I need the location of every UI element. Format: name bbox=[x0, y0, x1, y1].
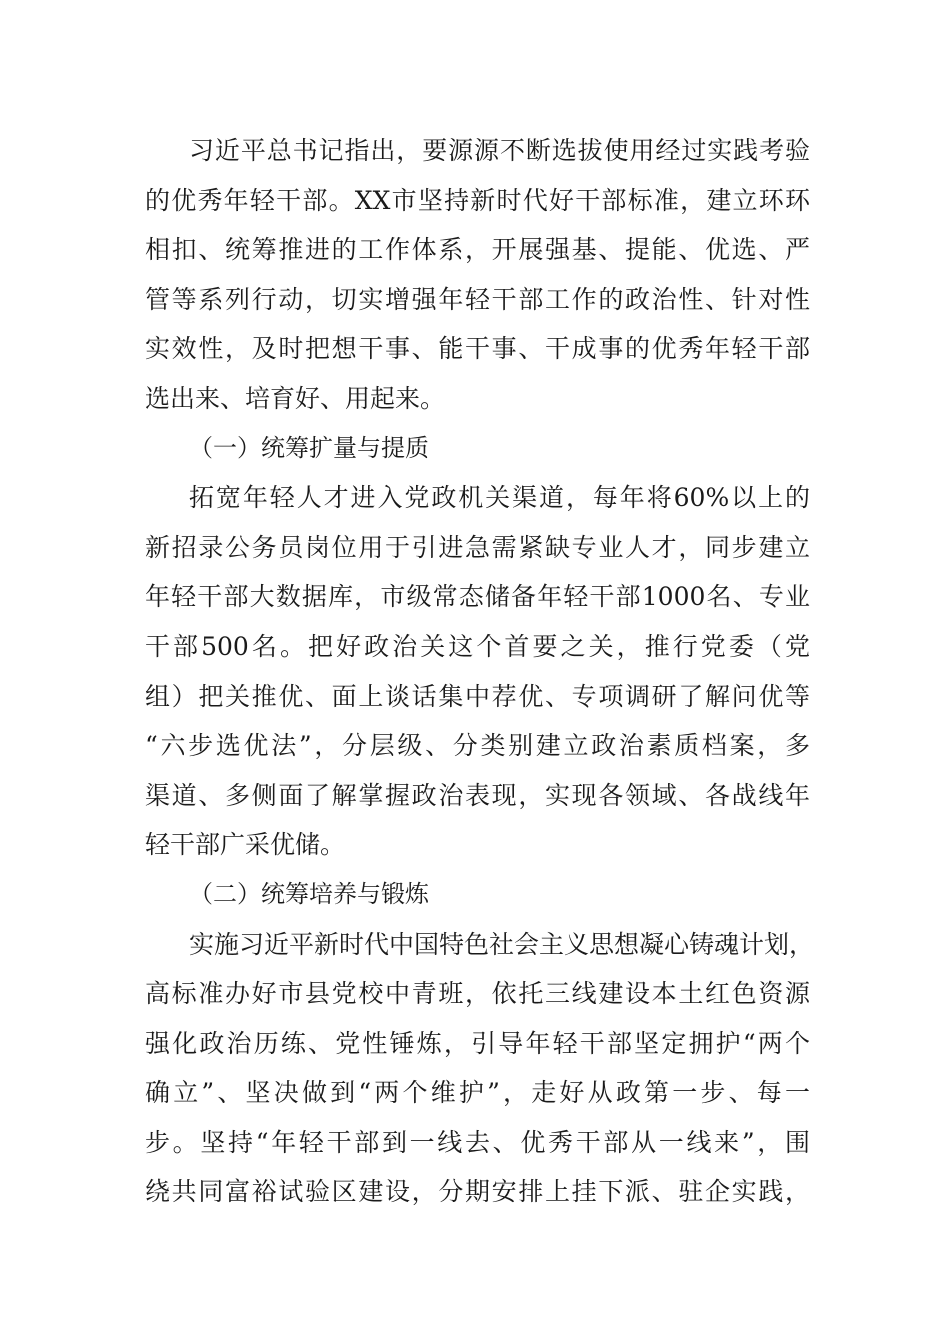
paragraph-line: 渠道、多侧面了解掌握政治表现，实现各领域、各战线年 bbox=[145, 780, 810, 810]
paragraph-line: 拓宽年轻人才进入党政机关渠道，每年将60%以上的 bbox=[189, 483, 810, 513]
paragraph-line: 选出来、培育好、用起来。 bbox=[145, 383, 446, 413]
paragraph-line: 习近平总书记指出，要源源不断选拔使用经过实践考验 bbox=[189, 136, 810, 165]
section-heading-1: （一）统筹扩量与提质 bbox=[189, 433, 429, 462]
paragraph-line: 实效性，及时把想干事、能干事、干成事的优秀年轻干部 bbox=[145, 334, 810, 364]
paragraph-line: “六步选优法”，分层级、分类别建立政治素质档案，多 bbox=[145, 731, 810, 761]
paragraph-line: 绕共同富裕试验区建设，分期安排上挂下派、驻企实践， bbox=[145, 1177, 810, 1207]
section-heading-2: （二）统筹培养与锻炼 bbox=[189, 879, 429, 908]
paragraph-1 bbox=[145, 126, 810, 424]
paragraph-line: 管等系列行动，切实增强年轻干部工作的政治性、针对性 bbox=[145, 284, 810, 314]
paragraph-line: 高标准办好市县党校中青班，依托三线建设本土红色资源 bbox=[145, 979, 810, 1009]
document-body bbox=[145, 126, 815, 1217]
paragraph-line: 新招录公务员岗位用于引进急需紧缺专业人才，同步建立 bbox=[145, 532, 810, 562]
paragraph-line: 相扣、统筹推进的工作体系，开展强基、提能、优选、严 bbox=[145, 235, 810, 265]
paragraph-line: 年轻干部大数据库，市级常态储备年轻干部1000名、专业 bbox=[145, 582, 810, 612]
paragraph-line: 的优秀年轻干部。XX市坚持新时代好干部标准，建立环环 bbox=[145, 185, 810, 215]
paragraph-line: 干部500名。把好政治关这个首要之关，推行党委（党 bbox=[145, 631, 810, 661]
paragraph-line: 确立”、坚决做到“两个维护”，走好从政第一步、每一 bbox=[145, 1078, 810, 1108]
paragraph-line: 组）把关推优、面上谈话集中荐优、专项调研了解问优等 bbox=[145, 681, 810, 711]
paragraph-line: 实施习近平新时代中国特色社会主义思想凝心铸魂计划， bbox=[189, 929, 815, 959]
paragraph-line: 强化政治历练、党性锤炼，引导年轻干部坚定拥护“两个 bbox=[145, 1028, 810, 1058]
paragraph-line: 步。坚持“年轻干部到一线去、优秀干部从一线来”，围 bbox=[145, 1127, 810, 1157]
paragraph-line: 轻干部广采优储。 bbox=[145, 830, 346, 860]
paragraph-2 bbox=[145, 473, 810, 870]
paragraph-3 bbox=[145, 920, 815, 1218]
